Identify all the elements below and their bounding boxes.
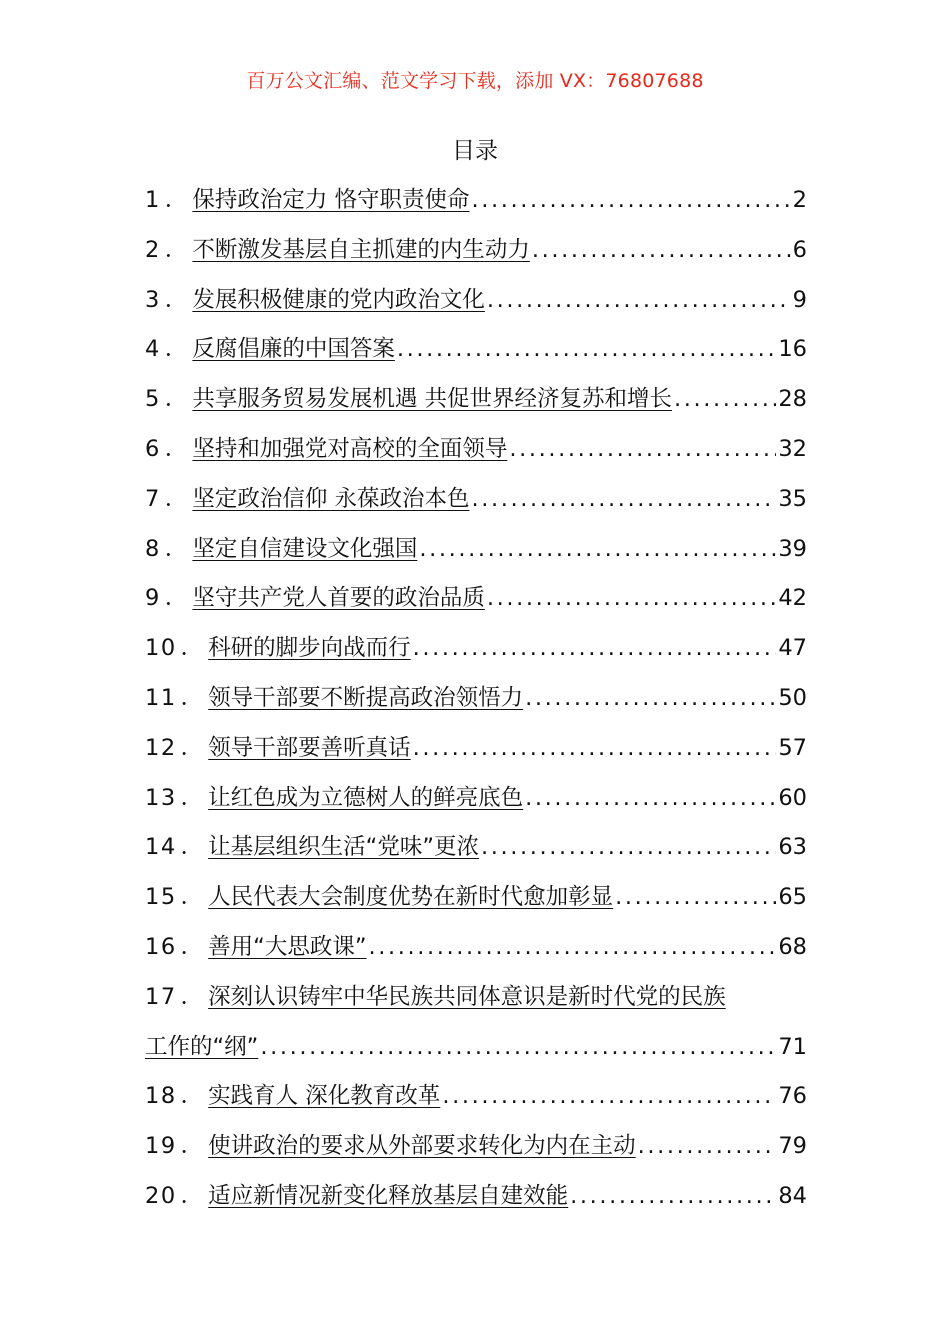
entry-title[interactable]: 保持政治定力 恪守职责使命 <box>192 187 470 213</box>
entry-separator: ． <box>180 784 204 811</box>
entry-page: 42 <box>778 585 807 612</box>
entry-separator: ． <box>164 485 188 512</box>
entry-separator: ． <box>180 983 204 1010</box>
dot-leader <box>258 1023 776 1073</box>
entry-number: 17 <box>145 983 177 1010</box>
entry-title[interactable]: 让红色成为立德树人的鲜亮底色 <box>208 784 524 811</box>
entry-separator: ． <box>180 1182 204 1209</box>
entry-number: 7 <box>145 485 161 512</box>
entry-separator: ． <box>164 435 188 462</box>
dot-leader <box>366 923 776 973</box>
dot-leader <box>672 375 776 425</box>
dot-leader <box>485 574 777 624</box>
entry-page: 63 <box>778 834 807 861</box>
entry-separator: ． <box>164 187 188 213</box>
entry-page: 32 <box>778 435 807 462</box>
entry-title[interactable]: 深刻认识铸牢中华民族共同体意识是新时代党的民族 <box>208 983 726 1010</box>
toc-entry[interactable] <box>145 823 807 873</box>
dot-leader <box>485 276 791 326</box>
toc-entry[interactable] <box>145 176 807 226</box>
dot-leader <box>523 674 776 724</box>
entry-number: 14 <box>145 834 177 861</box>
entry-title-continued[interactable]: 工作的“纲” <box>145 1033 259 1060</box>
entry-number: 3 <box>145 286 161 313</box>
toc-entry[interactable] <box>145 923 807 973</box>
entry-page: 28 <box>778 386 807 413</box>
entry-page: 47 <box>778 635 807 662</box>
dot-leader <box>395 325 777 375</box>
dot-leader <box>568 1172 776 1222</box>
entry-number: 12 <box>145 734 177 761</box>
entry-title[interactable]: 实践育人 深化教育改革 <box>208 1083 441 1110</box>
entry-title[interactable]: 科研的脚步向战而行 <box>208 635 411 662</box>
entry-page: 71 <box>778 1033 807 1060</box>
toc-entry[interactable] <box>145 1122 807 1172</box>
dot-leader <box>411 624 777 674</box>
entry-title[interactable]: 适应新情况新变化释放基层自建效能 <box>208 1182 569 1209</box>
table-of-contents <box>145 176 807 1222</box>
toc-entry-line2[interactable] <box>145 1023 807 1073</box>
dot-leader <box>470 176 791 226</box>
entry-title[interactable]: 善用“大思政课” <box>208 933 367 960</box>
entry-title[interactable]: 共享服务贸易发展机遇 共促世界经济复苏和增长 <box>192 386 672 413</box>
entry-title[interactable]: 坚守共产党人首要的政治品质 <box>192 585 485 612</box>
entry-title[interactable]: 坚持和加强党对高校的全面领导 <box>192 435 508 462</box>
entry-number: 8 <box>145 535 161 562</box>
entry-title[interactable]: 坚定政治信仰 永葆政治本色 <box>192 485 470 512</box>
dot-leader <box>470 475 777 525</box>
entry-separator: ． <box>164 585 188 612</box>
entry-page: 79 <box>778 1133 807 1160</box>
toc-entry[interactable] <box>145 574 807 624</box>
toc-entry[interactable] <box>145 1172 807 1222</box>
entry-title[interactable]: 发展积极健康的党内政治文化 <box>192 286 485 313</box>
entry-separator: ． <box>180 834 204 861</box>
entry-title[interactable]: 领导干部要不断提高政治领悟力 <box>208 684 524 711</box>
toc-entry[interactable] <box>145 525 807 575</box>
entry-title[interactable]: 让基层组织生活“党味”更浓 <box>208 834 479 861</box>
dot-leader <box>636 1122 777 1172</box>
entry-number: 4 <box>145 336 161 363</box>
dot-leader <box>507 425 776 475</box>
entry-number: 2 <box>145 236 161 263</box>
dot-leader <box>479 823 776 873</box>
toc-entry[interactable] <box>145 1072 807 1122</box>
toc-entry[interactable] <box>145 475 807 525</box>
watermark-header: 百万公文汇编、范文学习下载，添加 VX：76807688 <box>246 70 704 92</box>
entry-page: 65 <box>778 884 807 911</box>
entry-number: 9 <box>145 585 161 612</box>
entry-page: 6 <box>792 236 807 263</box>
toc-entry[interactable] <box>145 724 807 774</box>
toc-entry[interactable] <box>145 325 807 375</box>
entry-separator: ． <box>180 933 204 960</box>
dot-leader <box>613 873 776 923</box>
toc-entry[interactable] <box>145 674 807 724</box>
entry-separator: ． <box>180 1083 204 1110</box>
entry-page: 16 <box>778 336 807 363</box>
entry-title[interactable]: 不断激发基层自主抓建的内生动力 <box>192 236 530 263</box>
toc-entry[interactable] <box>145 624 807 674</box>
entry-page: 39 <box>778 535 807 562</box>
entry-separator: ． <box>164 286 188 313</box>
dot-leader <box>411 724 777 774</box>
entry-number: 20 <box>145 1182 177 1209</box>
toc-title: 目录 <box>452 138 498 164</box>
entry-number: 13 <box>145 784 177 811</box>
toc-entry[interactable] <box>145 425 807 475</box>
entry-page: 76 <box>778 1083 807 1110</box>
entry-separator: ． <box>164 236 188 263</box>
entry-separator: ． <box>180 635 204 662</box>
entry-number: 15 <box>145 884 177 911</box>
entry-page: 57 <box>778 734 807 761</box>
entry-page: 84 <box>778 1182 807 1209</box>
entry-page: 9 <box>792 286 807 313</box>
toc-entry[interactable] <box>145 375 807 425</box>
entry-page: 60 <box>778 784 807 811</box>
entry-number: 18 <box>145 1083 177 1110</box>
toc-entry-line1[interactable] <box>145 973 807 1023</box>
entry-number: 1 <box>145 187 161 213</box>
toc-entry[interactable] <box>145 276 807 326</box>
entry-page: 68 <box>778 933 807 960</box>
entry-separator: ． <box>180 1133 204 1160</box>
entry-page: 50 <box>778 684 807 711</box>
entry-separator: ． <box>180 734 204 761</box>
dot-leader <box>417 525 776 575</box>
entry-title[interactable]: 反腐倡廉的中国答案 <box>192 336 395 363</box>
entry-separator: ． <box>180 884 204 911</box>
toc-entry[interactable] <box>145 873 807 923</box>
entry-title[interactable]: 人民代表大会制度优势在新时代愈加彰显 <box>208 884 614 911</box>
entry-number: 11 <box>145 684 177 711</box>
entry-separator: ． <box>180 684 204 711</box>
entry-title[interactable]: 领导干部要善听真话 <box>208 734 411 761</box>
entry-title[interactable]: 使讲政治的要求从外部要求转化为内在主动 <box>208 1133 636 1160</box>
entry-title[interactable]: 坚定自信建设文化强国 <box>192 535 418 562</box>
toc-entry[interactable] <box>145 226 807 276</box>
dot-leader <box>530 226 791 276</box>
entry-page: 2 <box>792 187 807 213</box>
entry-separator: ． <box>164 336 188 363</box>
dot-leader <box>523 774 776 824</box>
entry-number: 10 <box>145 635 177 662</box>
entry-number: 5 <box>145 386 161 413</box>
toc-entry[interactable] <box>145 774 807 824</box>
entry-number: 16 <box>145 933 177 960</box>
entry-separator: ． <box>164 535 188 562</box>
entry-page: 35 <box>778 485 807 512</box>
entry-number: 6 <box>145 435 161 462</box>
entry-number: 19 <box>145 1133 177 1160</box>
entry-separator: ． <box>164 386 188 413</box>
dot-leader <box>440 1072 776 1122</box>
